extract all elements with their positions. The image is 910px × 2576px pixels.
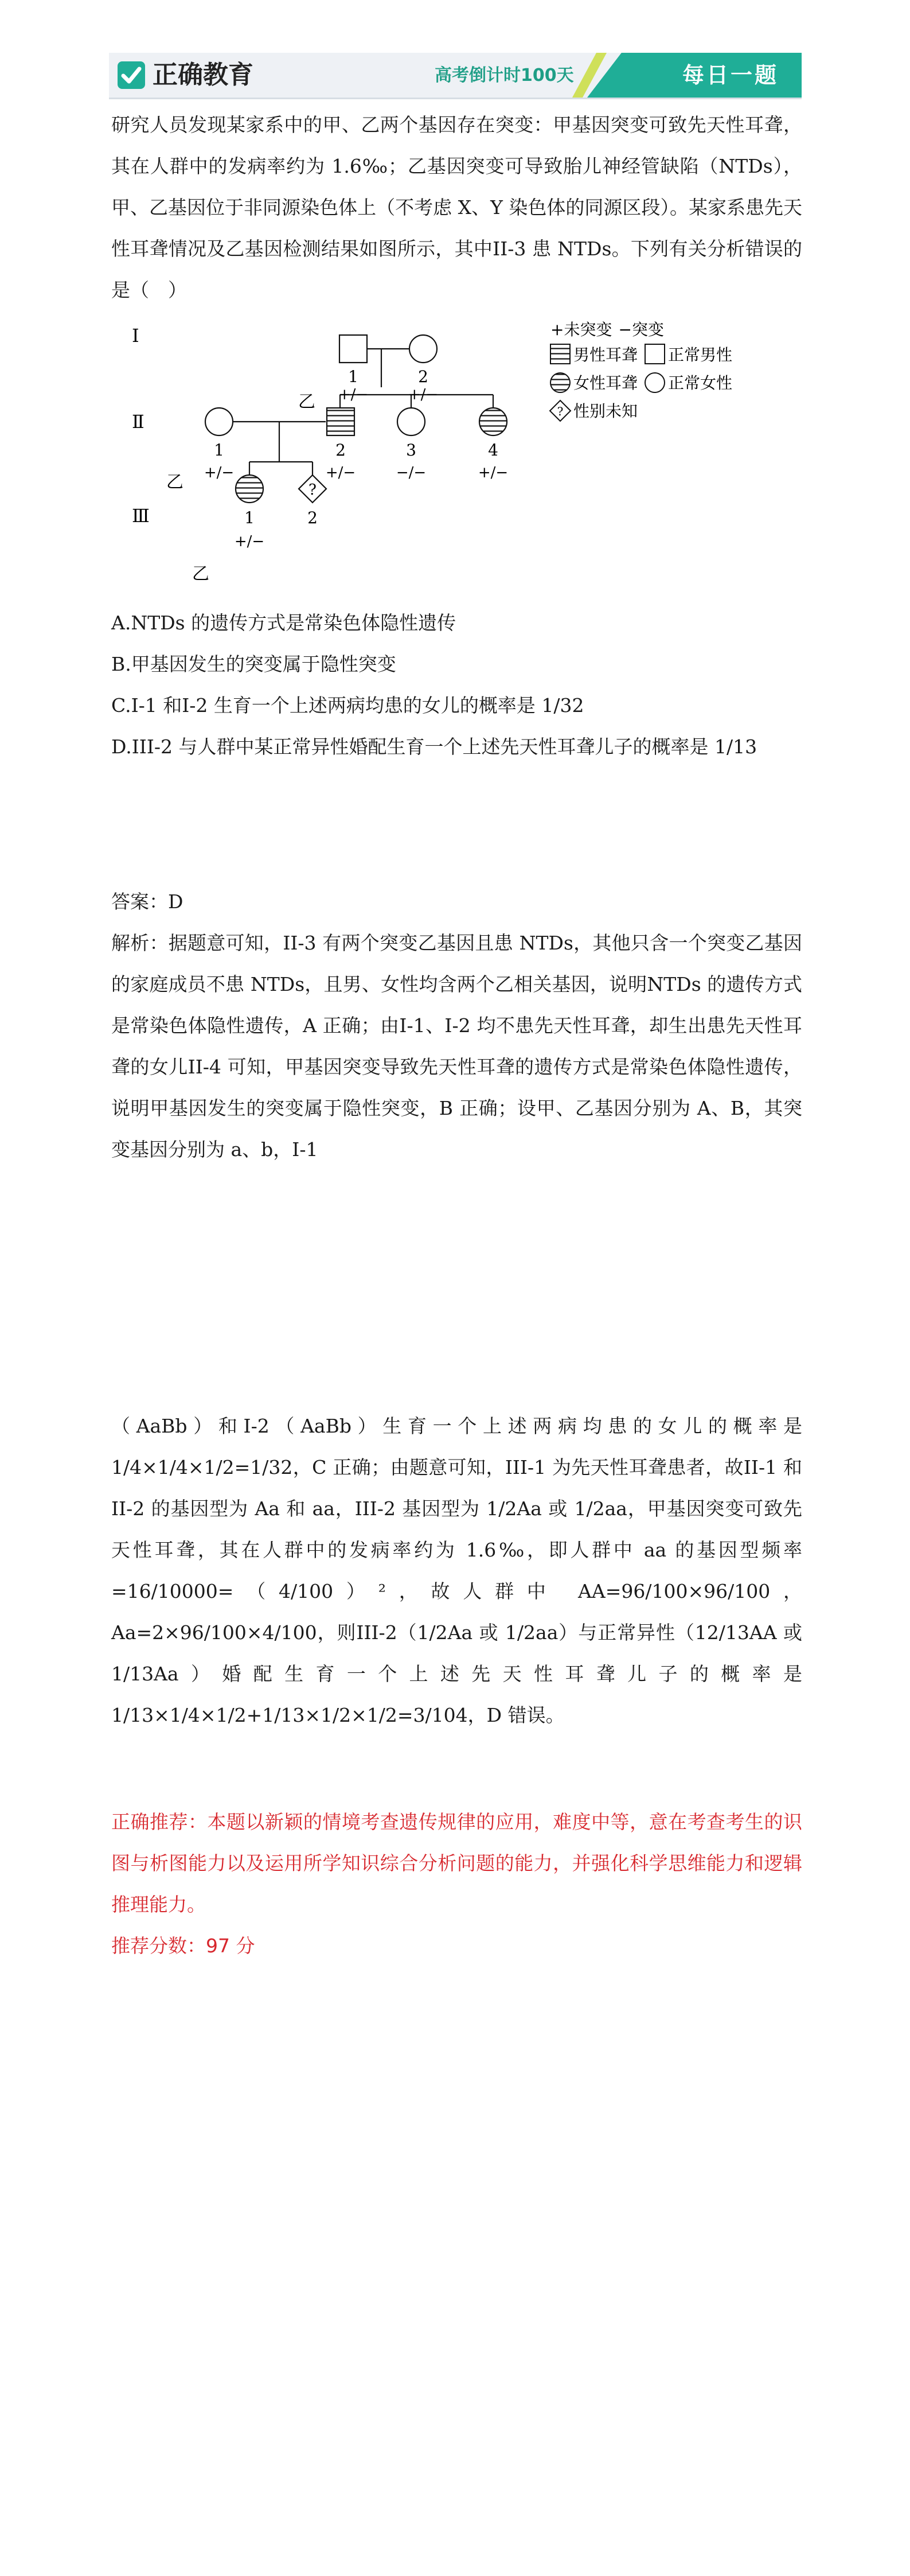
legend-plus: +未突变	[550, 320, 612, 339]
genotype-ii1: +/−	[204, 464, 235, 481]
legend-female-deaf: 女性耳聋	[573, 373, 638, 392]
option-b: B.甲基因发生的突变属于隐性突变	[111, 653, 396, 675]
pedigree-diagram	[109, 310, 733, 597]
unknown-symbol: ?	[308, 481, 317, 499]
question-stem: 研究人员发现某家系中的甲、乙两个基因存在突变：甲基因突变可致先天性耳聋，其在人群中的发病率约为 1.6‰；乙基因突变可导致胎儿神经管缺陷（NTDs），甲、乙基因位于非同源染色体上（不考虑 X、Y 染色体的同源区段）。某家系患先天性耳聋情况及乙基因检测结果如图所示，其中II-3 患 NTDs。下列有关分析错误的是（ ）	[111, 114, 802, 301]
recommendation-score: 推荐分数：97 分	[111, 1935, 255, 1957]
pedigree-i2-normal-female	[409, 335, 437, 363]
ind-num-iii1: 1	[244, 508, 255, 527]
option-d: D.III-2 与人群中某正常异性婚配生育一个上述先天性耳聋儿子的概率是 1/13	[111, 736, 757, 758]
gene-label-row1: 乙	[298, 392, 315, 412]
ind-num-ii2: 2	[335, 441, 346, 460]
gen-label-i: Ⅰ	[132, 325, 139, 347]
genotype-i1: +/−	[338, 386, 369, 403]
legend-female-deaf-symbol	[550, 373, 570, 392]
pedigree-ii1-normal-female	[205, 408, 233, 435]
ind-num-i1: 1	[348, 367, 358, 386]
check-icon	[117, 61, 146, 90]
ind-num-ii3: 3	[406, 441, 416, 460]
legend-unknown-sex: 性别未知	[573, 402, 638, 421]
pedigree-iii1-deaf-female	[236, 475, 263, 503]
analysis-part1: 解析：据题意可知，II-3 有两个突变乙基因且患 NTDs，其他只含一个突变乙基因的家庭成员不患 NTDs，且男、女性均含两个乙相关基因，说明NTDs 的遗传方式是常染色体隐性遗传，A 正确；由I-1、I-2 均不患先天性耳聋，却生出患先天性耳聋的女儿II-4 可知，甲基因突变导致先天性耳聋的遗传方式是常染色体隐性遗传，说明甲基因发生的突变属于隐性突变，B 正确；设甲、乙基因分别为 A、B，其突变基因分别为 a、b，I-1	[111, 932, 802, 1161]
legend-unknown-mark: ?	[557, 404, 564, 418]
gen-label-iii: Ⅲ	[132, 505, 150, 527]
gene-label-row2: 乙	[166, 472, 183, 492]
legend-normal-female-symbol	[645, 373, 665, 392]
pedigree-ii3-normal-female	[397, 408, 425, 435]
pedigree-ii2-deaf-male	[327, 408, 354, 435]
recommendation-text: 正确推荐：本题以新颖的情境考查遗传规律的应用，难度中等，意在考查考生的识图与析图能力以及运用所学知识综合分析问题的能力，并强化科学思维能力和逻辑推理能力。	[111, 1811, 802, 1916]
brand-name: 正确教育	[153, 60, 253, 90]
ind-num-ii4: 4	[488, 441, 498, 460]
genotype-ii4: +/−	[478, 464, 509, 481]
option-c: C.I-1 和I-2 生育一个上述两病均患的女儿的概率是 1/32	[111, 694, 584, 717]
pedigree-ii4-deaf-female	[479, 408, 507, 435]
legend-minus: −突变	[618, 320, 664, 339]
gene-label-row3: 乙	[192, 564, 209, 584]
genotype-iii1: +/−	[234, 533, 265, 550]
ind-num-ii1: 1	[214, 441, 224, 460]
gen-label-ii: Ⅱ	[132, 411, 144, 433]
legend-male-deaf-symbol	[550, 344, 570, 364]
daily-question-label: 每日一题	[682, 63, 779, 88]
ind-num-i2: 2	[418, 367, 428, 386]
legend-normal-male-symbol	[645, 344, 665, 364]
legend-male-deaf: 男性耳聋	[573, 345, 638, 364]
legend-normal-male: 正常男性	[668, 345, 733, 364]
analysis-part2: （AaBb）和I-2（AaBb）生育一个上述两病均患的女儿的概率是 1/4×1/4×1/2=1/32，C 正确；由题意可知，III-1 为先天性耳聋患者，故II-1 和II-2 的基因型为 Aa 和 aa，III-2 基因型为 1/2Aa 或 1/2aa，甲基因突变可致先天性耳聋，其在人群中的发病率约为 1.6‰，即人群中 aa 的基因型频率 =16/10000=（4/100）²，故人群中 AA=96/100×96/100，Aa=2×96/100×4/100，则III-2（1/2Aa 或 1/2aa）与正常异性（12/13AA 或 1/13Aa）婚配生育一个上述先天性耳聋儿子的概率是 1/13×1/4×1/2+1/13×1/2×1/2=3/104，D 错误。	[111, 1415, 802, 1726]
header-banner	[109, 53, 802, 99]
pedigree-i1-normal-male	[339, 335, 367, 363]
genotype-i2: +/−	[408, 386, 439, 403]
ind-num-iii2: 2	[307, 508, 318, 527]
countdown-label: 高考倒计时100天	[435, 65, 574, 85]
option-a: A.NTDs 的遗传方式是常染色体隐性遗传	[111, 612, 456, 634]
legend-normal-female: 正常女性	[668, 373, 733, 392]
genotype-ii3: −/−	[396, 464, 427, 481]
answer-label: 答案：D	[111, 890, 183, 913]
genotype-ii2: +/−	[325, 464, 356, 481]
